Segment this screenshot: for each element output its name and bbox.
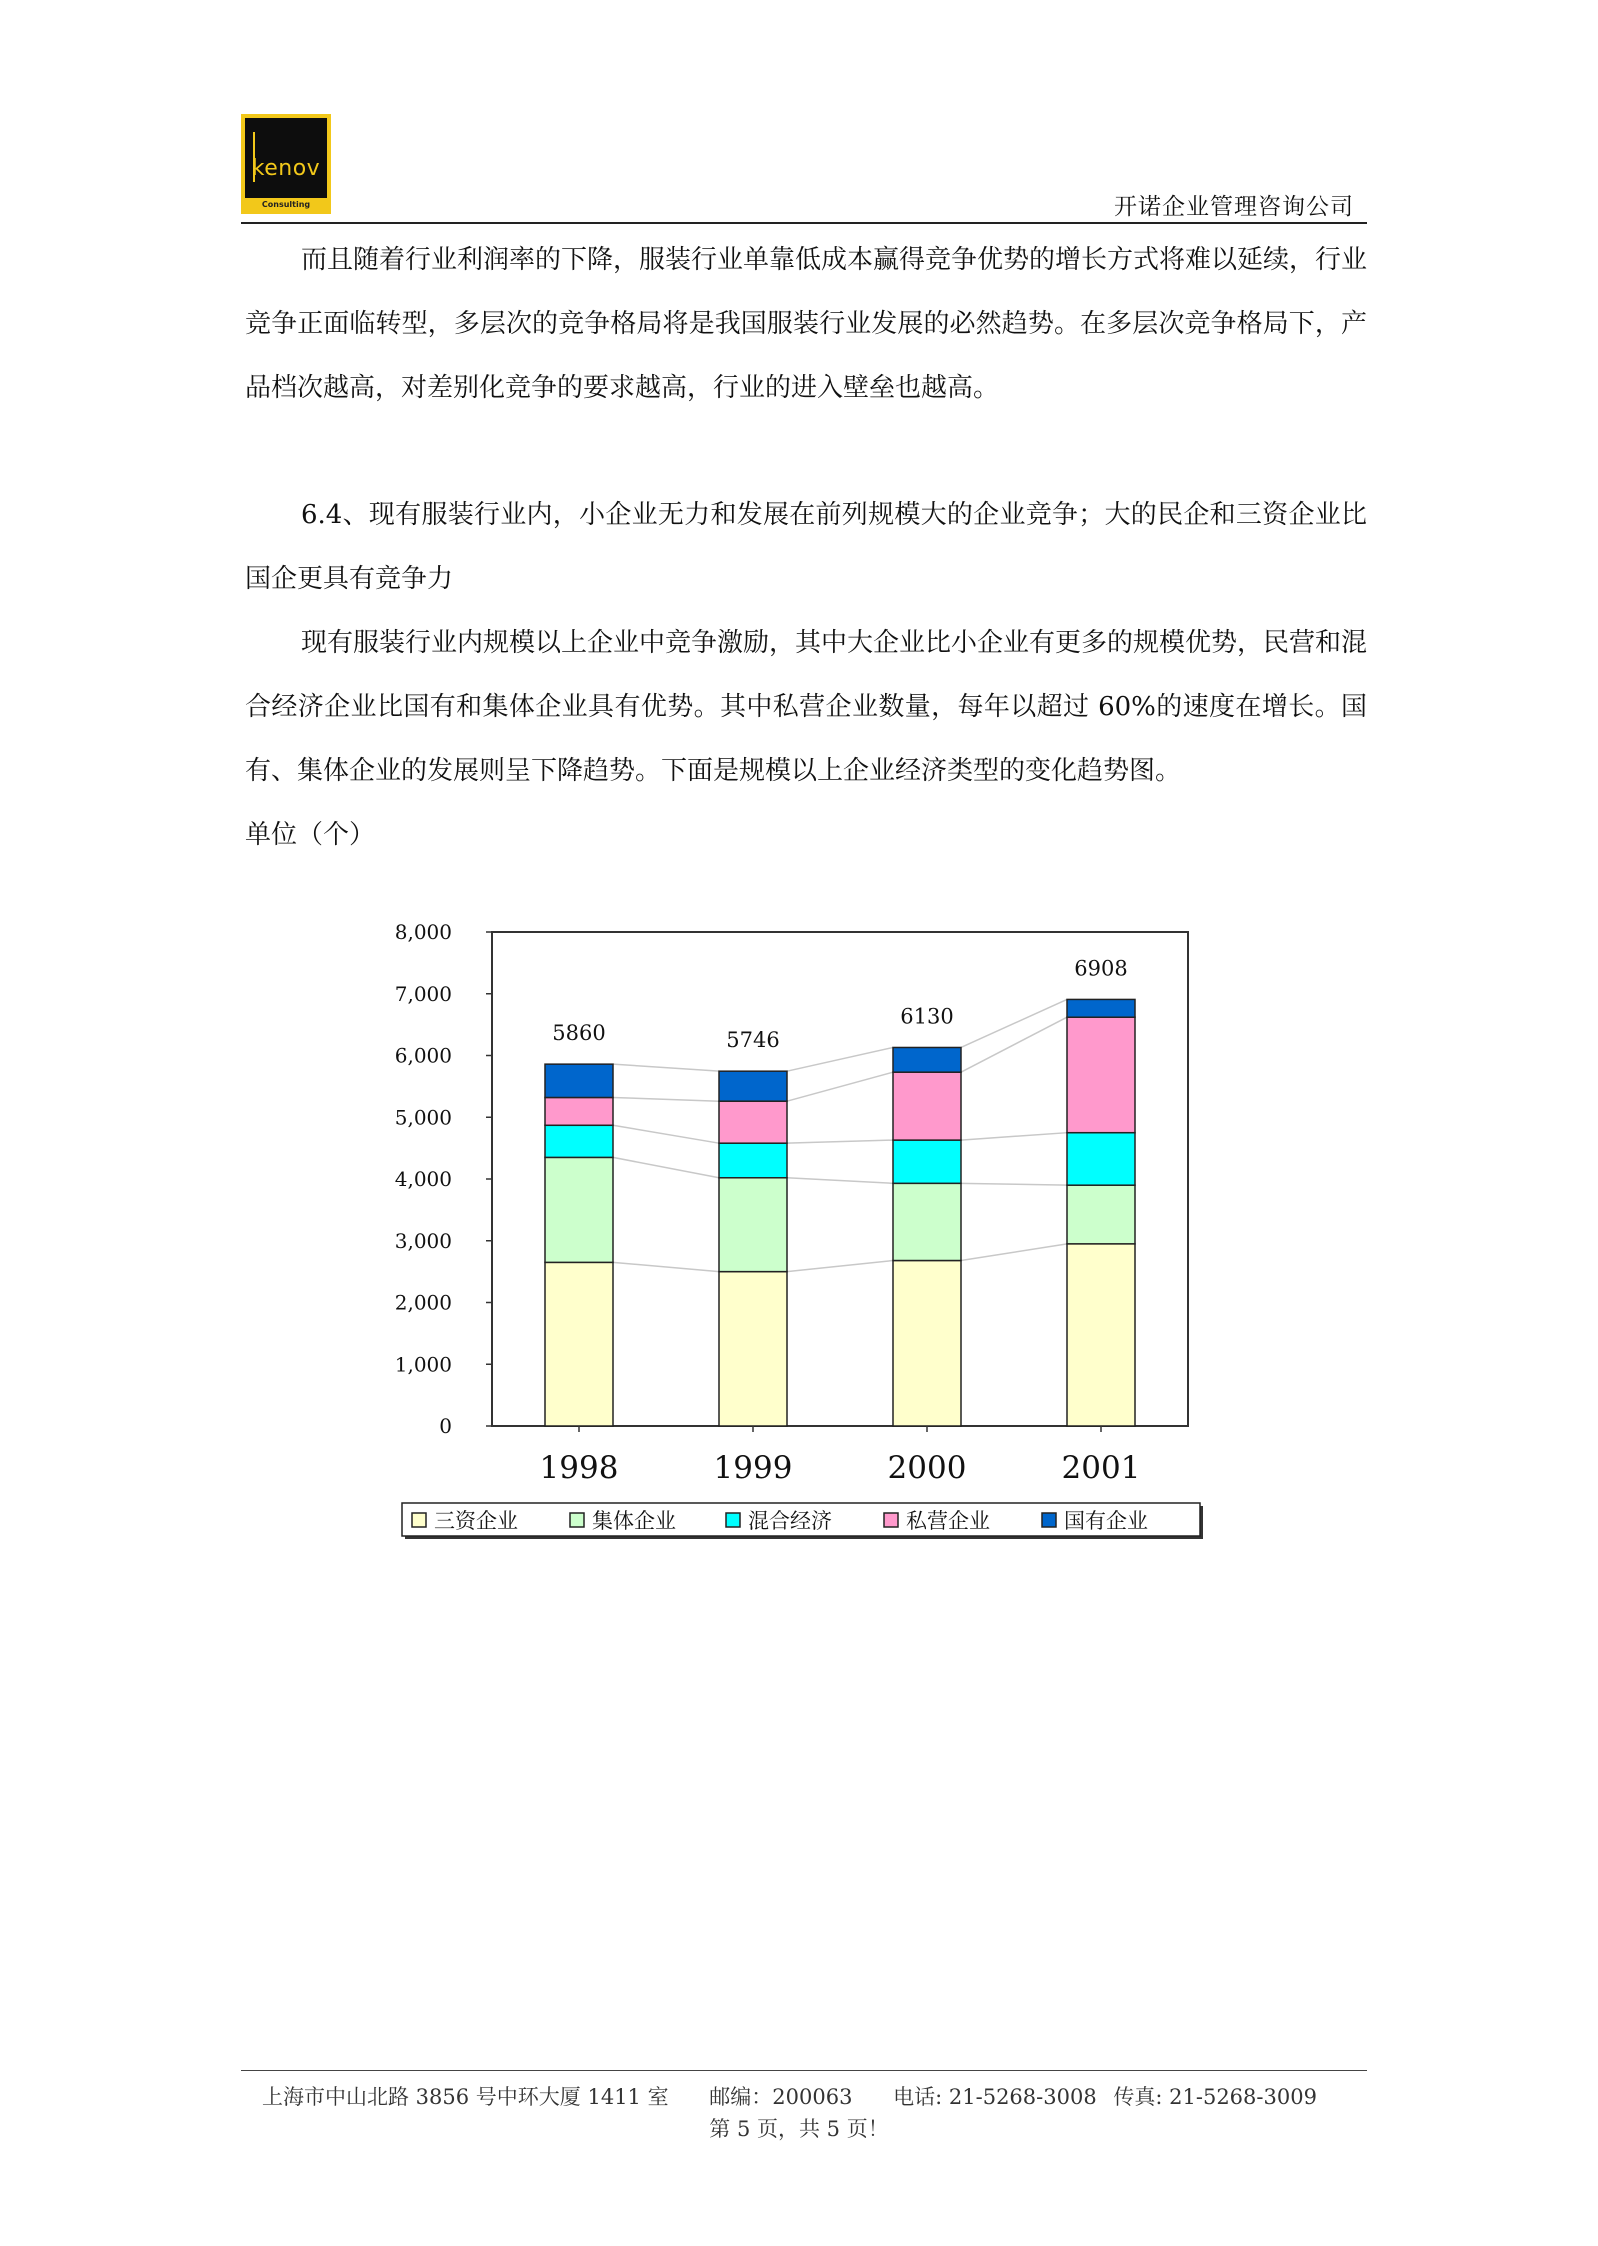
legend-label: 国有企业 — [1064, 1509, 1148, 1533]
x-tick-label: 2000 — [887, 1450, 967, 1486]
footer-contact — [262, 2081, 1351, 2111]
y-tick-label: 1,000 — [394, 1352, 452, 1377]
legend-label: 私营企业 — [906, 1509, 990, 1533]
legend-swatch-三资企业 — [412, 1513, 426, 1527]
paragraph-competition: 现有服装行业内规模以上企业中竞争激励，其中大企业比小企业有更多的规模优势，民营和混合经济企业比国有和集体企业具有优势。其中私营企业数量，每年以超过 60%的速度在增长。国有、集体企业的发展则呈下降趋势。下面是规模以上企业经济类型的变化趋势图。 — [245, 628, 1368, 786]
y-tick-label: 5,000 — [394, 1105, 452, 1130]
bar-segment-1998-三资企业 — [545, 1262, 613, 1426]
bar-segment-1999-集体企业 — [719, 1178, 787, 1272]
legend-swatch-国有企业 — [1042, 1513, 1056, 1527]
bar-total-label: 6130 — [900, 1004, 954, 1029]
bar-segment-1998-集体企业 — [545, 1157, 613, 1262]
y-tick-label: 3,000 — [394, 1228, 452, 1253]
footer-divider — [241, 2070, 1367, 2071]
legend-swatch-集体企业 — [570, 1513, 584, 1527]
legend-label: 三资企业 — [434, 1509, 518, 1533]
section-heading: 6.4、现有服装行业内，小企业无力和发展在前列规模大的企业竞争；大的民企和三资企业比国企更具有竞争力 — [245, 500, 1367, 594]
bar-segment-2000-混合经济 — [893, 1140, 961, 1183]
footer-phone: 电话: 21-5268-3008 — [893, 2085, 1097, 2109]
legend-swatch-混合经济 — [726, 1513, 740, 1527]
x-tick-label: 2001 — [1061, 1450, 1141, 1486]
bar-segment-1999-私营企业 — [719, 1101, 787, 1143]
footer-postcode: 邮编：200063 — [709, 2085, 853, 2109]
bar-total-label: 5746 — [726, 1028, 780, 1053]
x-tick-label: 1999 — [713, 1450, 793, 1486]
footer-address: 上海市中山北路 3856 号中环大厦 1411 室 — [262, 2085, 669, 2109]
y-tick-label: 7,000 — [394, 981, 452, 1006]
unit-label: 单位（个） — [245, 820, 376, 850]
bar-total-label: 6908 — [1074, 956, 1128, 981]
bar-segment-1999-三资企业 — [719, 1272, 787, 1426]
paragraph-industry-trend: 而且随着行业利润率的下降，服装行业单靠低成本赢得竞争优势的增长方式将难以延续，行业竞争正面临转型，多层次的竞争格局将是我国服装行业发展的必然趋势。在多层次竞争格局下，产品档次越高，对差别化竞争的要求越高，行业的进入壁垒也越高。 — [245, 245, 1368, 403]
y-tick-label: 2,000 — [394, 1290, 452, 1315]
bar-segment-2001-三资企业 — [1067, 1244, 1135, 1426]
y-tick-label: 8,000 — [394, 920, 452, 944]
logo-text: kenov — [251, 156, 321, 181]
company-name: 开诺企业管理咨询公司 — [1114, 194, 1354, 220]
bar-segment-2001-私营企业 — [1067, 1017, 1135, 1132]
logo-subtext: Consulting — [261, 200, 311, 209]
bar-segment-2001-集体企业 — [1067, 1185, 1135, 1244]
bar-segment-1998-私营企业 — [545, 1097, 613, 1125]
legend-label: 集体企业 — [592, 1509, 676, 1533]
bar-segment-1999-混合经济 — [719, 1143, 787, 1178]
bar-segment-1998-混合经济 — [545, 1125, 613, 1157]
legend-swatch-私营企业 — [884, 1513, 898, 1527]
bar-segment-2000-集体企业 — [893, 1183, 961, 1260]
bar-segment-2000-私营企业 — [893, 1072, 961, 1140]
bar-segment-1998-国有企业 — [545, 1064, 613, 1097]
footer-fax: 传真: 21-5268-3009 — [1113, 2085, 1317, 2109]
legend-label: 混合经济 — [748, 1509, 832, 1533]
y-tick-label: 4,000 — [394, 1167, 452, 1191]
bar-segment-2000-国有企业 — [893, 1047, 961, 1072]
bar-segment-2001-国有企业 — [1067, 999, 1135, 1017]
y-tick-label: 0 — [439, 1414, 452, 1438]
bar-total-label: 5860 — [552, 1021, 606, 1046]
x-tick-label: 1998 — [539, 1450, 619, 1486]
y-tick-label: 6,000 — [394, 1043, 452, 1068]
footer-page-info: 第 5 页，共 5 页！ — [709, 2117, 889, 2141]
bar-segment-2000-三资企业 — [893, 1261, 961, 1426]
bar-segment-2001-混合经济 — [1067, 1133, 1135, 1185]
bar-segment-1999-国有企业 — [719, 1071, 787, 1101]
